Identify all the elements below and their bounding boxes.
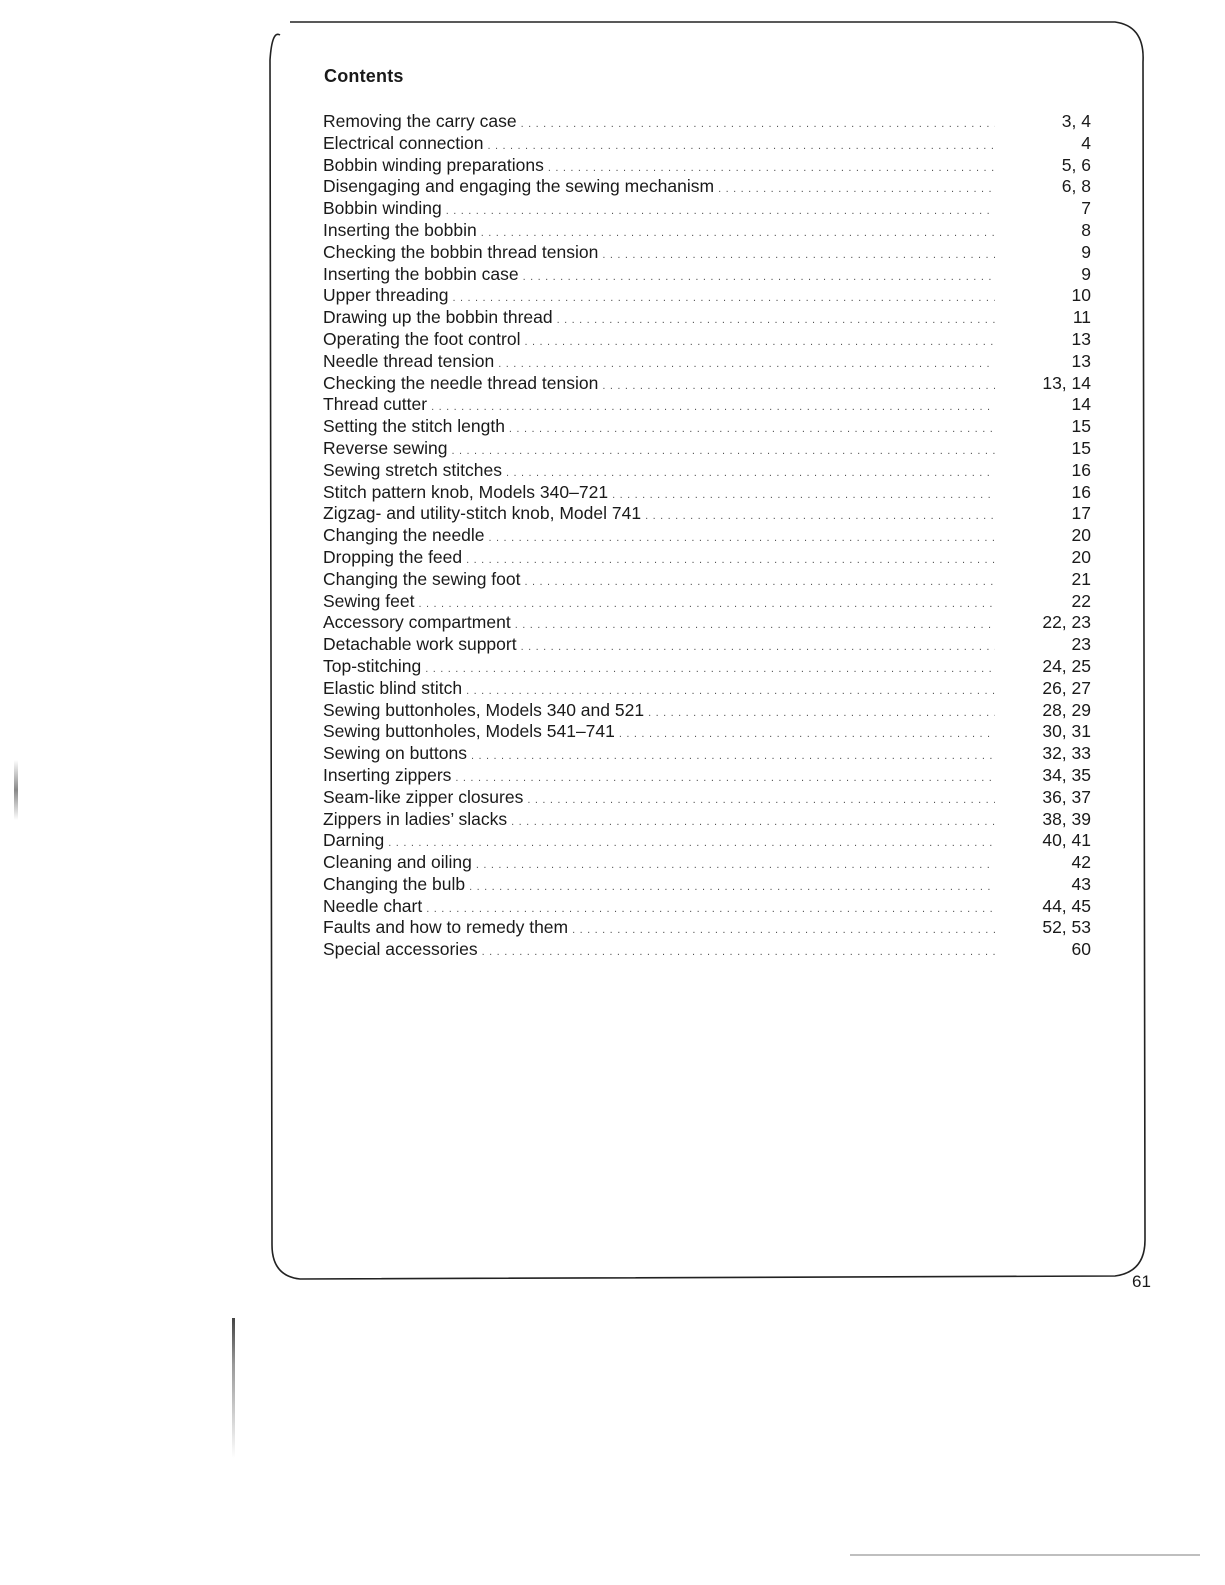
- toc-entry-title: Sewing on buttons: [323, 743, 467, 764]
- toc-entry-title: Sewing buttonholes, Models 541–741: [323, 721, 615, 742]
- toc-entry-title: Bobbin winding preparations: [323, 154, 544, 175]
- dot-leader: [524, 332, 995, 354]
- toc-entry-title: Darning: [323, 830, 385, 851]
- dot-leader: [521, 114, 995, 136]
- page-number: 61: [1132, 1272, 1151, 1291]
- toc-entry: [323, 482, 1091, 504]
- toc-entry-page: 20: [1071, 525, 1091, 546]
- toc-entry: [323, 111, 1091, 133]
- toc-entry-page: 36, 37: [1042, 786, 1091, 807]
- dot-leader: [471, 746, 995, 768]
- dot-leader: [482, 942, 995, 964]
- toc-entry: [323, 416, 1091, 438]
- toc-entry-title: Detachable work support: [323, 634, 517, 655]
- toc-entry: [323, 133, 1091, 155]
- toc-entry-title: Inserting the bobbin: [323, 219, 477, 240]
- page-title: Contents: [324, 66, 404, 86]
- dot-leader: [476, 855, 995, 877]
- toc-entry: [323, 264, 1091, 286]
- toc-entry: [323, 874, 1091, 896]
- toc-entry-page: 60: [1071, 939, 1091, 960]
- toc-entry: [323, 656, 1091, 678]
- toc-entry-page: 20: [1071, 546, 1091, 567]
- toc-entry-title: Bobbin winding: [323, 198, 442, 219]
- toc-entry: [323, 939, 1091, 961]
- toc-entry-title: Needle thread tension: [323, 350, 495, 371]
- toc-entry-title: Accessory compartment: [323, 612, 511, 633]
- toc-entry-title: Zigzag- and utility-stitch knob, Model 741: [323, 503, 642, 524]
- toc-entry-title: Stitch pattern knob, Models 340–721: [323, 481, 609, 502]
- toc-entry-title: Checking the needle thread tension: [323, 372, 599, 393]
- toc-entry-title: Upper threading: [323, 285, 449, 306]
- toc-entry-title: Inserting the bobbin case: [323, 263, 519, 284]
- toc-entry-page: 52, 53: [1042, 917, 1091, 938]
- dot-leader: [602, 376, 995, 398]
- toc-entry: [323, 198, 1091, 220]
- toc-entry-title: Drawing up the bobbin thread: [323, 307, 553, 328]
- table-of-contents: [323, 111, 1091, 961]
- toc-entry: [323, 765, 1091, 787]
- toc-entry: [323, 285, 1091, 307]
- toc-entry: [323, 242, 1091, 264]
- toc-entry-page: 9: [1081, 263, 1091, 284]
- dot-leader: [488, 136, 996, 158]
- dot-leader: [431, 397, 995, 419]
- toc-entry-page: 13: [1071, 350, 1091, 371]
- toc-entry: [323, 438, 1091, 460]
- toc-entry: [323, 525, 1091, 547]
- toc-entry-page: 17: [1071, 503, 1091, 524]
- toc-entry: [323, 591, 1091, 613]
- dot-leader: [466, 550, 995, 572]
- toc-entry-page: 43: [1071, 873, 1091, 894]
- toc-entry: [323, 852, 1091, 874]
- toc-entry-title: Removing the carry case: [323, 111, 517, 131]
- toc-entry: [323, 155, 1091, 177]
- dot-leader: [602, 245, 995, 267]
- dot-leader: [511, 812, 995, 834]
- toc-entry-page: 9: [1081, 241, 1091, 262]
- toc-entry: [323, 634, 1091, 656]
- toc-entry-title: Changing the needle: [323, 525, 485, 546]
- toc-entry-page: 40, 41: [1042, 830, 1091, 851]
- toc-entry-title: Special accessories: [323, 939, 478, 960]
- toc-entry-title: Reverse sewing: [323, 437, 448, 458]
- toc-entry-page: 16: [1071, 481, 1091, 502]
- toc-entry-title: Faults and how to remedy them: [323, 917, 569, 938]
- toc-entry-title: Dropping the feed: [323, 546, 463, 567]
- toc-entry: [323, 220, 1091, 242]
- toc-entry-title: Sewing feet: [323, 590, 415, 611]
- toc-entry-title: Seam-like zipper closures: [323, 786, 524, 807]
- dot-leader: [425, 659, 995, 681]
- toc-entry-title: Checking the bobbin thread tension: [323, 241, 599, 262]
- toc-entry-title: Needle chart: [323, 895, 423, 916]
- toc-entry: [323, 809, 1091, 831]
- toc-entry: [323, 547, 1091, 569]
- toc-entry-page: 5, 6: [1061, 154, 1091, 175]
- toc-entry: [323, 351, 1091, 373]
- toc-entry: [323, 394, 1091, 416]
- toc-entry-page: 32, 33: [1042, 743, 1091, 764]
- dot-leader: [515, 615, 995, 637]
- toc-entry-title: Sewing buttonholes, Models 340 and 521: [323, 699, 645, 720]
- toc-entry-page: 16: [1071, 459, 1091, 480]
- dot-leader: [557, 310, 995, 332]
- toc-entry-page: 38, 39: [1042, 808, 1091, 829]
- dot-leader: [489, 528, 995, 550]
- toc-entry-page: 14: [1071, 394, 1091, 415]
- toc-entry-title: Changing the bulb: [323, 873, 466, 894]
- toc-entry-page: 15: [1071, 437, 1091, 458]
- toc-entry: [323, 721, 1091, 743]
- toc-entry-page: 22, 23: [1042, 612, 1091, 633]
- toc-entry-page: 24, 25: [1042, 655, 1091, 676]
- toc-entry: [323, 307, 1091, 329]
- toc-entry-page: 26, 27: [1042, 677, 1091, 698]
- toc-entry-title: Changing the sewing foot: [323, 568, 521, 589]
- toc-entry: [323, 743, 1091, 765]
- dot-leader: [446, 201, 995, 223]
- toc-entry-page: 13, 14: [1042, 372, 1091, 393]
- toc-entry-page: 28, 29: [1042, 699, 1091, 720]
- toc-entry: [323, 678, 1091, 700]
- dot-leader: [452, 441, 996, 463]
- dot-leader: [525, 572, 996, 594]
- scan-mark-left: [14, 760, 18, 820]
- toc-entry: [323, 569, 1091, 591]
- toc-entry-page: 6, 8: [1061, 176, 1091, 197]
- toc-entry: [323, 830, 1091, 852]
- toc-entry-title: Top-stitching: [323, 655, 422, 676]
- toc-entry: [323, 787, 1091, 809]
- dot-leader: [455, 768, 995, 790]
- dot-leader: [648, 703, 995, 725]
- toc-entry-page: 21: [1071, 568, 1091, 589]
- toc-entry: [323, 917, 1091, 939]
- toc-entry-page: 42: [1071, 852, 1091, 873]
- toc-entry-title: Setting the stitch length: [323, 416, 505, 437]
- dot-leader: [509, 419, 995, 441]
- dot-leader: [469, 877, 995, 899]
- toc-entry: [323, 612, 1091, 634]
- toc-entry-title: Thread cutter: [323, 394, 428, 415]
- toc-entry-title: Cleaning and oiling: [323, 852, 472, 873]
- toc-entry-title: Operating the foot control: [323, 328, 521, 349]
- toc-entry: [323, 329, 1091, 351]
- toc-entry-title: Elastic blind stitch: [323, 677, 463, 698]
- toc-entry-title: Inserting zippers: [323, 764, 452, 785]
- toc-entry-page: 23: [1071, 634, 1091, 655]
- toc-entry-page: 15: [1071, 416, 1091, 437]
- dot-leader: [523, 267, 995, 289]
- toc-entry-page: 3, 4: [1061, 111, 1091, 131]
- toc-entry: [323, 896, 1091, 918]
- toc-entry-page: 34, 35: [1042, 764, 1091, 785]
- toc-entry-page: 22: [1071, 590, 1091, 611]
- toc-entry: [323, 700, 1091, 722]
- toc-entry-page: 11: [1072, 307, 1091, 328]
- toc-entry: [323, 373, 1091, 395]
- dot-leader: [718, 179, 995, 201]
- dot-leader: [612, 485, 995, 507]
- toc-entry: [323, 503, 1091, 525]
- toc-entry-title: Zippers in ladies’ slacks: [323, 808, 508, 829]
- dot-leader: [572, 920, 995, 942]
- toc-entry-page: 8: [1081, 219, 1091, 240]
- toc-entry-title: Disengaging and engaging the sewing mechanism: [323, 176, 715, 197]
- toc-entry-page: 30, 31: [1042, 721, 1091, 742]
- dot-leader: [388, 833, 995, 855]
- toc-entry-page: 7: [1081, 198, 1091, 219]
- dot-leader: [645, 506, 995, 528]
- scan-mark-left-bottom: [232, 1318, 235, 1458]
- dot-leader: [521, 637, 995, 659]
- toc-entry-page: 4: [1081, 132, 1091, 153]
- dot-leader: [527, 790, 995, 812]
- toc-entry-page: 44, 45: [1042, 895, 1091, 916]
- toc-entry-page: 10: [1071, 285, 1091, 306]
- toc-entry-page: 13: [1071, 328, 1091, 349]
- toc-entry-title: Sewing stretch stitches: [323, 459, 502, 480]
- toc-entry: [323, 176, 1091, 198]
- dot-leader: [619, 724, 995, 746]
- toc-entry: [323, 460, 1091, 482]
- toc-entry-title: Electrical connection: [323, 132, 484, 153]
